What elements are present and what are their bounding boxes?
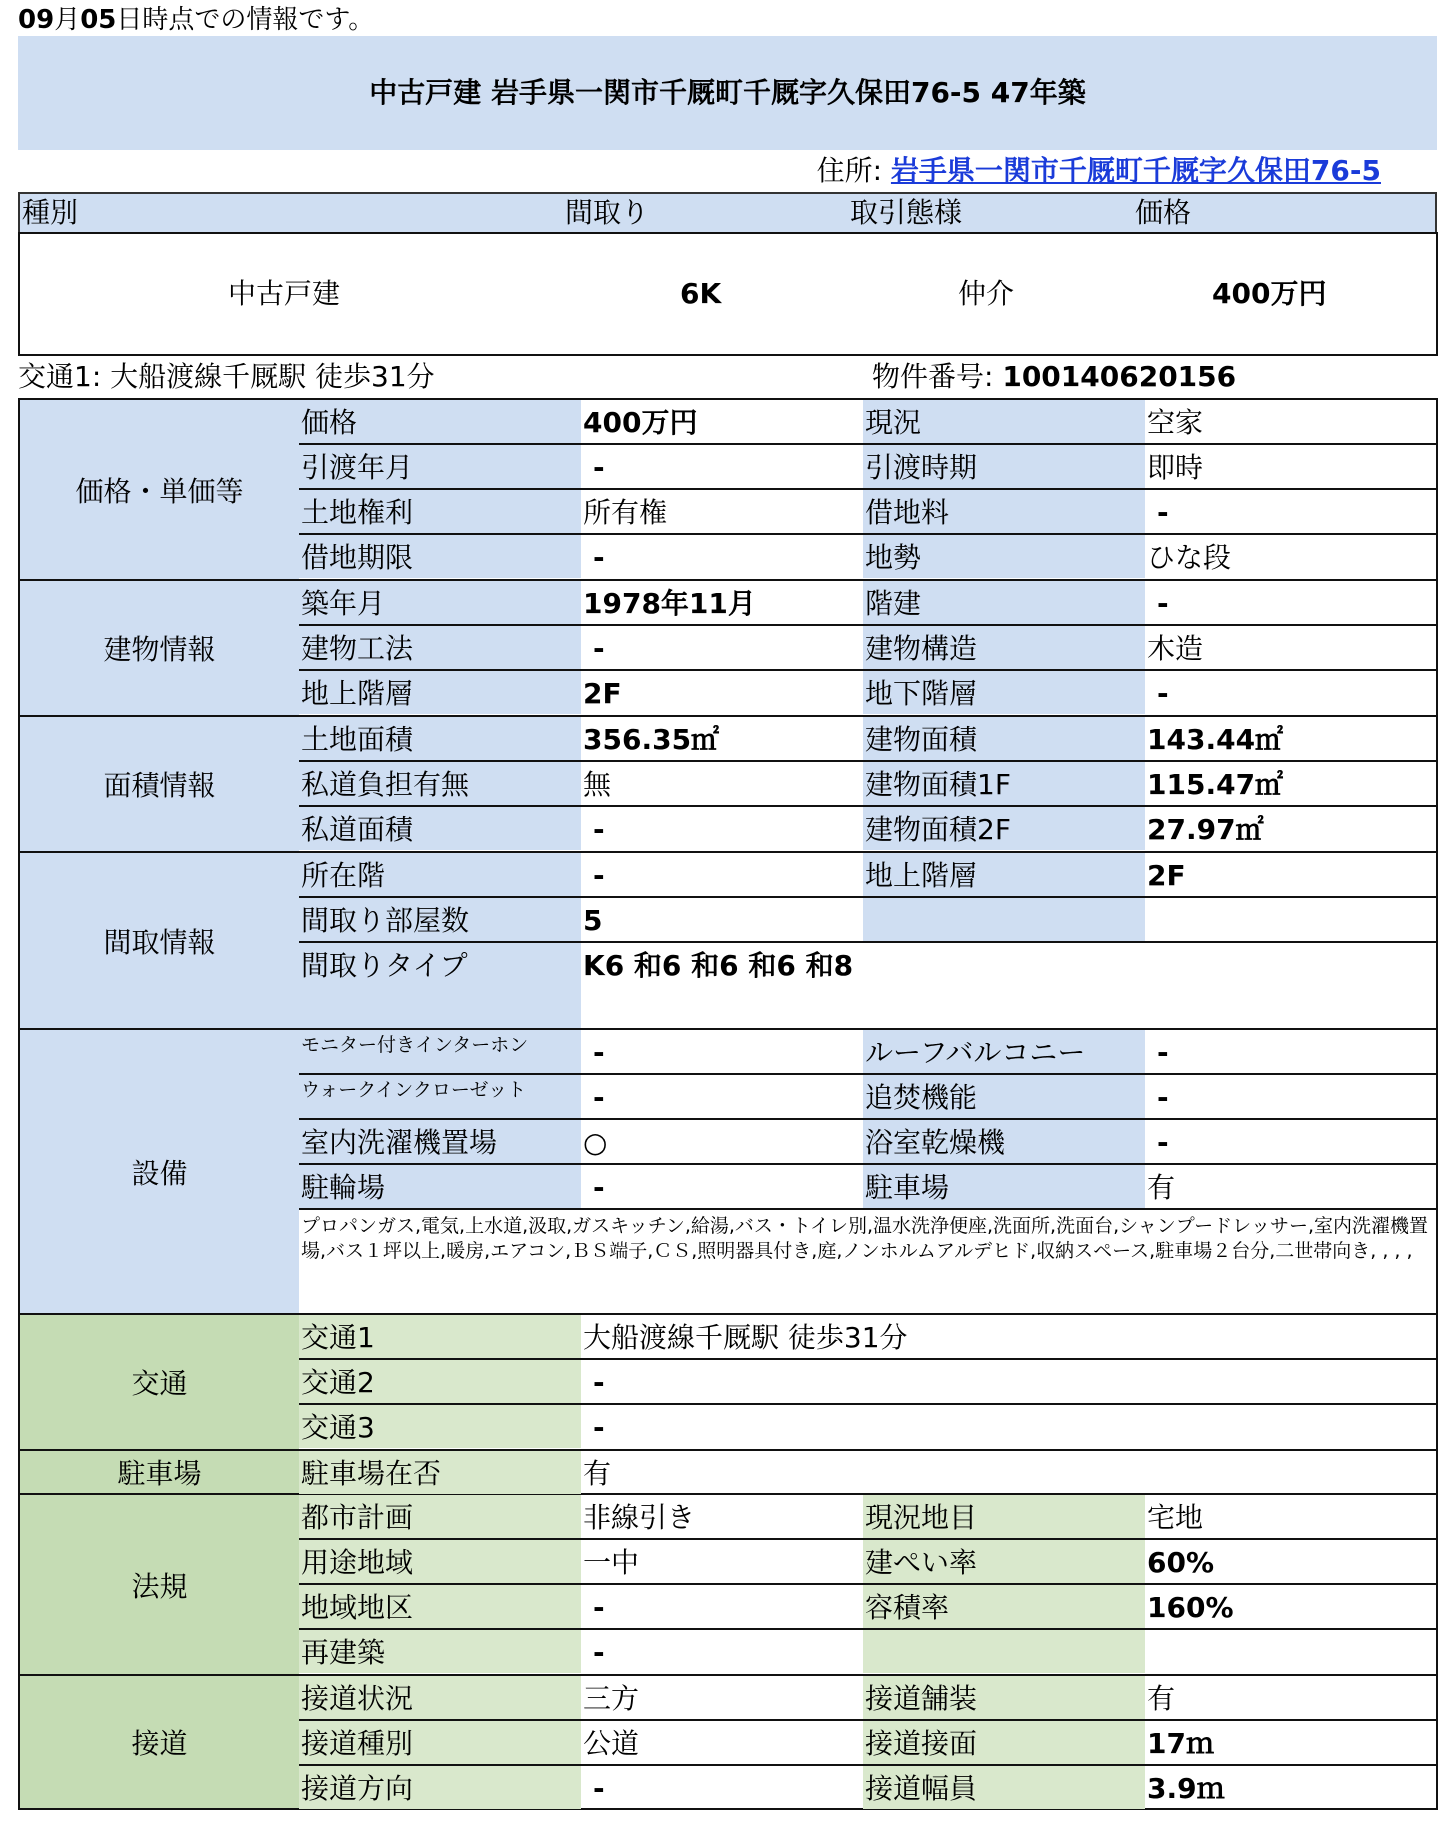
row-value: ○ bbox=[583, 1126, 608, 1159]
section-price: 価格・単価等 bbox=[20, 400, 299, 581]
row-value: - bbox=[1157, 496, 1169, 529]
row-label: 間取りタイプ bbox=[299, 943, 581, 1028]
row-value: - bbox=[593, 1591, 605, 1624]
row-value: 3.9ｍ bbox=[1147, 1772, 1225, 1805]
table-row bbox=[299, 445, 1436, 490]
table-row bbox=[299, 853, 1436, 898]
row-label: 建物工法 bbox=[299, 626, 581, 669]
row-value: 60% bbox=[1147, 1546, 1215, 1579]
row-label: 階建 bbox=[863, 581, 1145, 624]
row-value: - bbox=[1157, 1036, 1169, 1069]
row-value: 公道 bbox=[583, 1727, 640, 1760]
row-label: 土地面積 bbox=[299, 717, 581, 760]
row-value: 大船渡線千厩駅 徒歩31分 bbox=[583, 1321, 908, 1354]
row-value: 115.47㎡ bbox=[1147, 768, 1284, 801]
row-value: - bbox=[593, 1411, 605, 1444]
summary-deal: 仲介 bbox=[958, 277, 1015, 310]
row-value: - bbox=[1157, 587, 1169, 620]
row-value: 400万円 bbox=[583, 406, 698, 439]
section-area: 面積情報 bbox=[20, 717, 299, 853]
row-value: 木造 bbox=[1147, 632, 1204, 665]
table-row bbox=[299, 1495, 1436, 1540]
row-value: 無 bbox=[583, 768, 612, 801]
row-label: 接道方向 bbox=[299, 1766, 581, 1809]
row-label: 価格 bbox=[299, 400, 581, 443]
row-value: 1978年11月 bbox=[583, 587, 756, 620]
row-label: 室内洗濯機置場 bbox=[299, 1120, 581, 1163]
row-label: 接道接面 bbox=[863, 1721, 1145, 1764]
row-value: 空家 bbox=[1147, 406, 1204, 439]
row-label: 私道面積 bbox=[299, 807, 581, 850]
row-label: 所在階 bbox=[299, 853, 581, 896]
address-link[interactable]: 岩手県一関市千厩町千厩字久保田76-5 bbox=[890, 154, 1381, 187]
summary-header-deal: 取引態様 bbox=[850, 196, 963, 229]
row-label: 現況 bbox=[863, 400, 1145, 443]
row-value: 143.44㎡ bbox=[1147, 723, 1284, 756]
row-value: - bbox=[593, 859, 605, 892]
row-label: 地上階層 bbox=[299, 671, 581, 714]
table-row bbox=[299, 1030, 1436, 1075]
row-label: 建物構造 bbox=[863, 626, 1145, 669]
row-value: 一中 bbox=[583, 1546, 640, 1579]
row-label: 借地期限 bbox=[299, 535, 581, 578]
row-value bbox=[1145, 1630, 1436, 1673]
row-label: 地上階層 bbox=[863, 853, 1145, 896]
row-label: ルーフバルコニー bbox=[863, 1030, 1145, 1073]
row-value: 27.97㎡ bbox=[1147, 813, 1264, 846]
row-value: 所有権 bbox=[583, 496, 668, 529]
table-row bbox=[299, 807, 1436, 853]
row-label: 建物面積1F bbox=[863, 762, 1145, 805]
row-value bbox=[1145, 898, 1436, 941]
row-label: 接道種別 bbox=[299, 1721, 581, 1764]
table-row bbox=[299, 1676, 1436, 1721]
summary-header-price: 価格 bbox=[1135, 196, 1192, 229]
table-row bbox=[299, 671, 1436, 717]
table-row bbox=[299, 1766, 1436, 1808]
row-value: - bbox=[593, 1772, 605, 1805]
row-value: 三方 bbox=[583, 1682, 640, 1715]
address-label: 住所: bbox=[816, 154, 883, 187]
row-value: - bbox=[1157, 1126, 1169, 1159]
row-label: 浴室乾燥機 bbox=[863, 1120, 1145, 1163]
table-row bbox=[299, 1075, 1436, 1120]
property-number-value: 100140620156 bbox=[1002, 360, 1237, 393]
table-row bbox=[299, 1721, 1436, 1766]
summary-header-layout: 間取り bbox=[565, 196, 650, 229]
detail-table bbox=[18, 398, 1438, 1810]
row-label: 駐車場在否 bbox=[299, 1451, 581, 1494]
summary-values bbox=[18, 232, 1438, 356]
table-row bbox=[299, 1120, 1436, 1165]
table-row bbox=[299, 717, 1436, 762]
table-row bbox=[299, 1585, 1436, 1630]
row-value: K6 和6 和6 和6 和8 bbox=[583, 949, 854, 982]
row-value: - bbox=[593, 1171, 605, 1204]
section-transport: 交通 bbox=[20, 1315, 299, 1451]
row-value: 非線引き bbox=[583, 1501, 696, 1534]
row-value: - bbox=[593, 451, 605, 484]
row-label: 交通3 bbox=[299, 1405, 581, 1448]
row-label bbox=[863, 1630, 1145, 1673]
row-label: モニター付きインターホン bbox=[299, 1030, 581, 1073]
row-label: 追焚機能 bbox=[863, 1075, 1145, 1118]
table-row bbox=[299, 400, 1436, 445]
row-label: 交通2 bbox=[299, 1360, 581, 1403]
table-row bbox=[299, 1165, 1436, 1210]
row-label: 用途地域 bbox=[299, 1540, 581, 1583]
row-label: 交通1 bbox=[299, 1315, 581, 1358]
row-value: ひな段 bbox=[1147, 541, 1232, 574]
row-value: 有 bbox=[1147, 1171, 1176, 1204]
row-value: - bbox=[593, 1366, 605, 1399]
row-label: 地勢 bbox=[863, 535, 1145, 578]
row-label: 接道舗装 bbox=[863, 1676, 1145, 1719]
table-row bbox=[299, 1360, 1436, 1405]
table-row bbox=[299, 943, 1436, 1030]
summary-header-type: 種別 bbox=[22, 196, 79, 229]
row-label: 引渡年月 bbox=[299, 445, 581, 488]
property-number bbox=[872, 355, 1236, 399]
row-value: - bbox=[1157, 677, 1169, 710]
row-value: 17ｍ bbox=[1147, 1727, 1214, 1760]
transport-line bbox=[18, 355, 1438, 399]
row-label: 現況地目 bbox=[863, 1495, 1145, 1538]
section-layout: 間取情報 bbox=[20, 853, 299, 1030]
transport-line-value: 大船渡線千厩駅 徒歩31分 bbox=[110, 360, 435, 393]
property-number-label: 物件番号: bbox=[872, 360, 994, 393]
row-label: 地下階層 bbox=[863, 671, 1145, 714]
row-value: 即時 bbox=[1147, 451, 1204, 484]
table-row bbox=[299, 535, 1436, 581]
row-value: - bbox=[593, 632, 605, 665]
summary-header bbox=[18, 192, 1437, 234]
row-label: 駐輪場 bbox=[299, 1165, 581, 1208]
row-value: - bbox=[593, 1081, 605, 1114]
row-label: 建ぺい率 bbox=[863, 1540, 1145, 1583]
row-label: 引渡時期 bbox=[863, 445, 1145, 488]
row-value: 160% bbox=[1147, 1591, 1234, 1624]
table-row bbox=[299, 626, 1436, 671]
section-parking: 駐車場 bbox=[20, 1451, 299, 1495]
row-label: 土地権利 bbox=[299, 490, 581, 533]
section-law: 法規 bbox=[20, 1495, 299, 1676]
row-label: 駐車場 bbox=[863, 1165, 1145, 1208]
section-road: 接道 bbox=[20, 1676, 299, 1808]
table-row bbox=[299, 581, 1436, 626]
table-row bbox=[299, 762, 1436, 807]
address-line bbox=[817, 150, 1381, 192]
title-banner bbox=[18, 36, 1437, 150]
row-value: - bbox=[593, 1636, 605, 1669]
row-value: 2F bbox=[1147, 859, 1186, 892]
section-building: 建物情報 bbox=[20, 581, 299, 717]
table-row bbox=[299, 1540, 1436, 1585]
row-value: 有 bbox=[583, 1457, 612, 1490]
equipment-note: プロパンガス,電気,上水道,汲取,ガスキッチン,給湯,バス・トイレ別,温水洗浄便座,洗面所,洗面台,シャンプードレッサー,室内洗濯機置場,バス１坪以上,暖房,エアコン,ＢＳ端子,ＣＳ,照明器具付き,庭,ノンホルムアルデヒド,収納スペース,駐車場２台分,二世帯向き, , , , bbox=[299, 1210, 1436, 1315]
row-value: 5 bbox=[583, 904, 603, 937]
row-value: - bbox=[593, 813, 605, 846]
transport-line-label: 交通1: bbox=[18, 360, 102, 393]
row-label: 私道負担有無 bbox=[299, 762, 581, 805]
table-row bbox=[299, 898, 1436, 943]
table-row bbox=[299, 1315, 1436, 1360]
row-label: 借地料 bbox=[863, 490, 1145, 533]
row-value: 2F bbox=[583, 677, 622, 710]
row-label: 地域地区 bbox=[299, 1585, 581, 1628]
table-row bbox=[299, 1451, 1436, 1495]
row-label: 容積率 bbox=[863, 1585, 1145, 1628]
row-label: 都市計画 bbox=[299, 1495, 581, 1538]
table-row bbox=[299, 1405, 1436, 1451]
row-value: 宅地 bbox=[1147, 1501, 1204, 1534]
row-label bbox=[863, 898, 1145, 941]
row-label: 接道幅員 bbox=[863, 1766, 1145, 1809]
row-label: 建物面積 bbox=[863, 717, 1145, 760]
row-value: - bbox=[593, 541, 605, 574]
row-value: 有 bbox=[1147, 1682, 1176, 1715]
page-title: 中古戸建 岩手県一関市千厩町千厩字久保田76-5 47年築 bbox=[369, 76, 1086, 109]
row-value: - bbox=[593, 1036, 605, 1069]
table-row bbox=[299, 490, 1436, 535]
row-label: 建物面積2F bbox=[863, 807, 1145, 850]
row-label: 再建築 bbox=[299, 1630, 581, 1673]
row-label: 築年月 bbox=[299, 581, 581, 624]
table-row bbox=[299, 1630, 1436, 1676]
row-label: 接道状況 bbox=[299, 1676, 581, 1719]
row-label: 間取り部屋数 bbox=[299, 898, 581, 941]
as-of-notice: 09月05日時点での情報です。 bbox=[18, 5, 375, 35]
summary-price: 400万円 bbox=[1212, 277, 1327, 310]
row-value: - bbox=[1157, 1081, 1169, 1114]
summary-layout: 6K bbox=[680, 277, 722, 310]
row-label: ウォークインクローゼット bbox=[299, 1075, 581, 1118]
summary-type: 中古戸建 bbox=[228, 277, 341, 310]
row-value: 356.35㎡ bbox=[583, 723, 720, 756]
section-equipment: 設備 bbox=[20, 1030, 299, 1315]
